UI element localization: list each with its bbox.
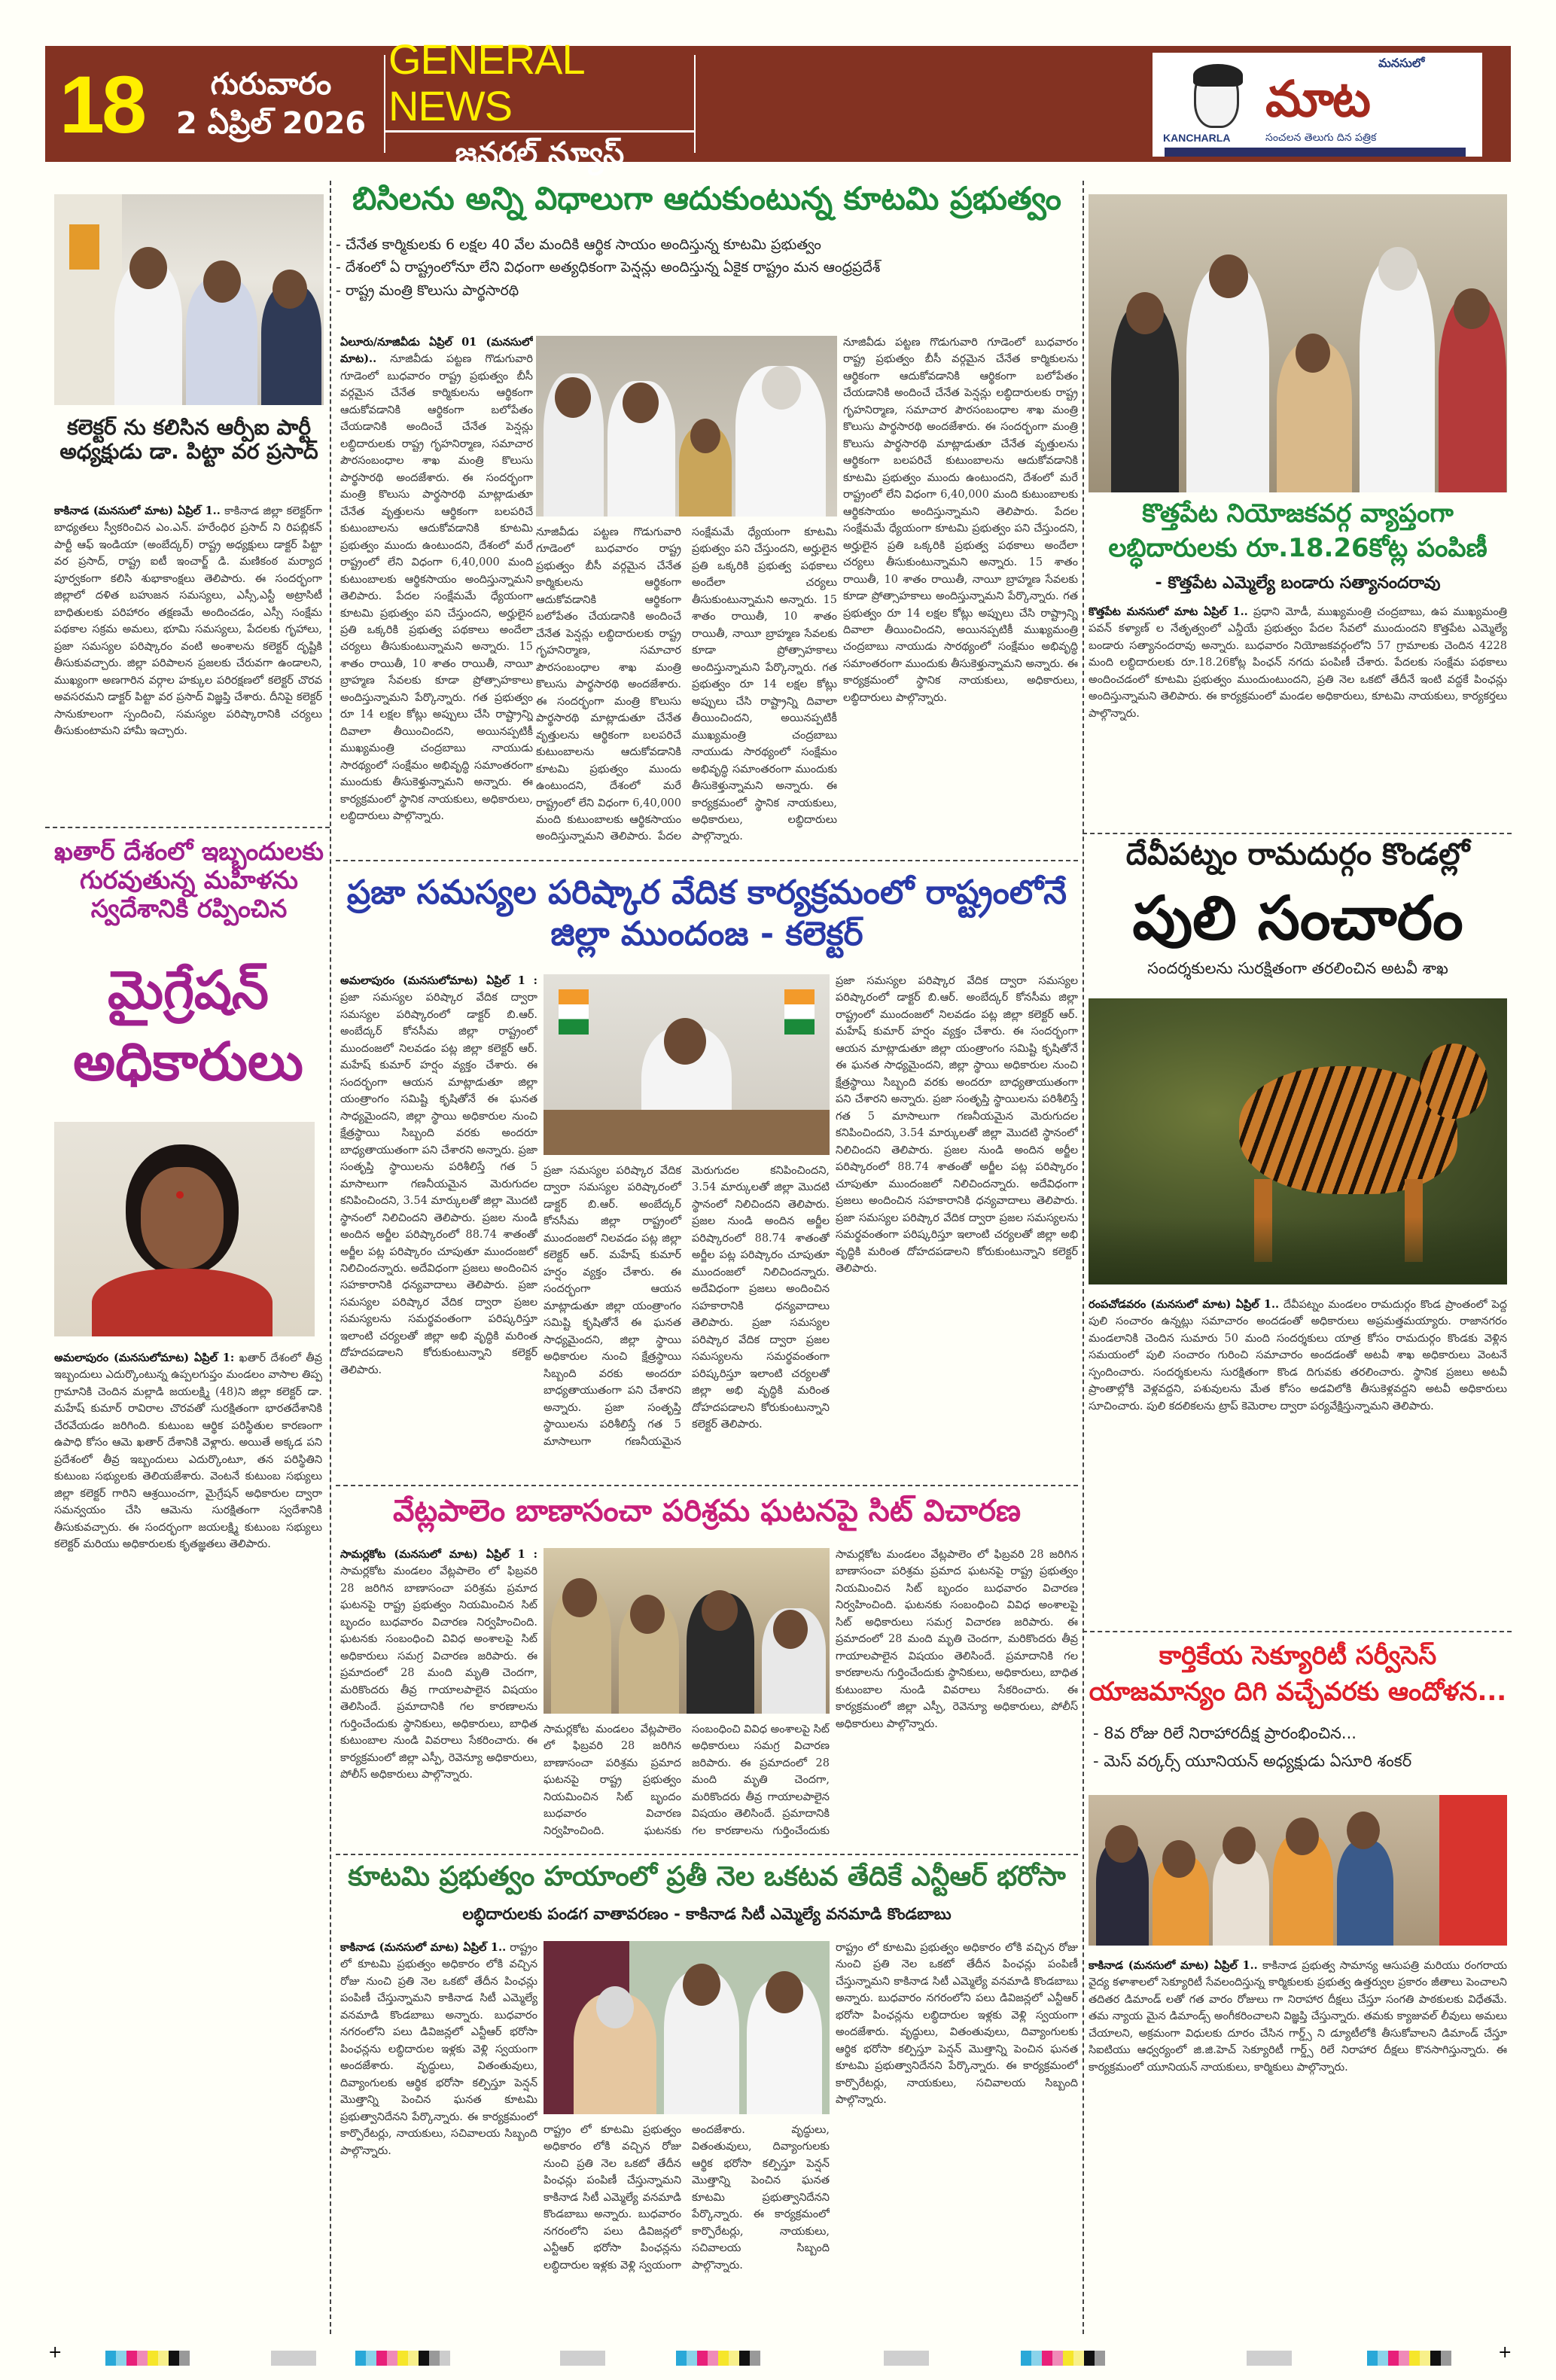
vetlapalem-body-col2: సామర్లకోట మండలం వేట్లపాలెం లో ఫిబ్రవరి 28 జరిగిన బాణాసంచా పరిశ్రమ ప్రమాద ఘటనపై రాష్ట్ర ప్రభుత్వం నియమించిన సిట్ బృందం బుధవారం విచారణ నిర్వహించింది. ఘటనకు సంబంధించి వివిధ అంశాలపై సిట్ అధికారులు సమగ్ర విచారణ జరిపారు. ఈ ప్రమాదంలో 28 మంది మృతి చెందగా, మరికొందరు తీవ్ర గాయాలపాలైన విషయం తెలిసిందే. ప్రమాదానికి గల కారణాలను గుర్తించేందుకు	[544, 1723, 830, 1837]
color-bar	[1367, 2351, 1451, 2366]
vetlapalem-text: సామర్లకోట మండలం వేట్లపాలెం లో ఫిబ్రవరి 28 జరిగిన బాణాసంచా పరిశ్రమ ప్రమాద ఘటనపై రాష్ట్ర ప్రభుత్వం నియమించిన సిట్ బృందం బుధవారం విచారణ నిర్వహించింది. ఘటనకు సంబంధించి వివిధ అంశాలపై సిట్ అధికారులు సమగ్ర విచారణ జరిపారు. ఈ ప్రమాదంలో 28 మంది మృతి చెందగా, మరికొందరు తీవ్ర గాయాలపాలైన విషయం తెలిసిందే. ప్రమాదానికి గల కారణాలను గుర్తించేందుకు స్థానికులు, అధికారులు, బాధిత కుటుంబాల నుండి వివరాలు సేకరించారు. ఈ కార్యక్రమంలో జిల్లా ఎస్పీ, రెవెన్యూ అధికారులు, పోలీస్ అధికారులు పాల్గొన్నారు.	[340, 1565, 537, 1781]
ntr-subhead: లబ్ధిదారులకు పండగ వాతావరణం - కాకినాడ సిటీ ఎమ్మెల్యే వనమాడి కొండబాబు	[462, 1905, 952, 1923]
hunger-strike-photo	[1089, 1795, 1507, 1946]
color-bar	[105, 2351, 190, 2366]
article-divider	[336, 860, 1078, 861]
tiger-dateline: రంపచోడవరం (మనసులో మాట) ఏప్రిల్ 1..	[1089, 1298, 1280, 1311]
collector-dateline: అమలాపురం (మనసులోమాట) ఏప్రిల్ 1 :	[340, 974, 537, 987]
collector-body-col3: ప్రజా సమస్యల పరిష్కార వేదిక ద్వారా సమస్యల పరిష్కారంలో డాక్టర్ బి.ఆర్. అంబేద్కర్ కోనసీమ జిల్లా రాష్ట్రంలో ముందంజలో నిలవడం పట్ల జిల్లా కలెక్టర్ ఆర్. మహేష్ కుమార్ హర్షం వ్యక్తం చేశారు. ఈ సందర్భంగా ఆయన మాట్లాడుతూ జిల్లా యంత్రాంగం సమిష్టి కృషితోనే ఈ ఘనత సాధ్యమైందని, జిల్లా స్థాయి అధికారుల నుంచి క్షేత్రస్థాయి సిబ్బంది వరకు అందరూ బాధ్యతాయుతంగా పని చేశారని అన్నారు. ప్రజా సంతృప్తి స్థాయిలను పరిశీలిస్తే గత 5 మాసాలుగా గణనీయమైన మెరుగుదల కనిపించిందని, 3.54 మార్కులతో జిల్లా మొదటి స్థానంలో నిలిచిందని తెలిపారు. ప్రజల నుండి అందిన అర్జీల పరిష్కారంలో 88.74 శాతంతో అర్జీల పట్ల పరిష్కారం చూపుతూ ముందంజలో నిలిచిందన్నారు. అదేవిధంగా ప్రజలు అందించిన సహకారానికి ధన్యవాదాలు తెలిపారు. ప్రజా సమస్యల పరిష్కార వేదిక ద్వారా ప్రజల సమస్యలను సమర్థవంతంగా పరిష్కరిస్తూ ఇలాంటి చర్యలతో జిల్లా అభి వృద్ధికి మరింత దోహదపడాలని కోరుకుంటున్నాని కలెక్టర్ తెలిపారు.	[836, 975, 1078, 1275]
tiger-kicker: దేవీపట్నం రామదుర్గం కొండల్లో	[1125, 837, 1470, 872]
security-bullets	[1093, 1720, 1507, 1777]
tiger-body	[1089, 1297, 1507, 1628]
founder-portrait-icon	[1194, 66, 1239, 128]
kothapeta-dateline: కొత్తపేట మనసులో మాట ఏప్రిల్ 1..	[1089, 605, 1248, 618]
collector-body-col1	[340, 973, 537, 1470]
weavers-body-col2: నూజివీడు పట్టణ గొడుగువారి గూడెంలో బుధవారం రాష్ట్ర ప్రభుత్వం బీసీ వర్గమైన చేనేత కార్మికులను ఆర్థికంగా ఆదుకోవడానికి ఆర్థికంగా బలోపేతం చేయడానికి అందించే చేనేత పెన్షన్లు లబ్ధిదారులకు రాష్ట్ర గృహనిర్మాణ, సమాచార పౌరసంబంధాల శాఖ మంత్రి కొలుసు పార్థసారథి అందజేశారు. ఈ సందర్భంగా మంత్రి కొలుసు పార్థసారథి మాట్లాడుతూ చేనేత వృత్తులను ఆర్థికంగా బలపరిచే కుటుంబాలను ఆదుకోవడానికి కూటమి ప్రభుత్వం ముందు ఉంటుందని, దేశంలో మరే రాష్ట్రంలో లేని విధంగా 6,40,000 మంది కుటుంబాలకు ఆర్థికసాయం అందిస్తున్నామని తెలిపారు. పేదల సంక్షేమమే ధ్యేయంగా కూటమి ప్రభుత్వం పని చేస్తుందని, అర్హులైన ప్రతి ఒక్కరికి ప్రభుత్వ పథకాలు అందేలా చర్యలు తీసుకుంటున్నామని అన్నారు. 15 శాతం రాయితీ, 10 శాతం రాయితీ, నాయీ బ్రాహ్మణ సేవలకు కూడా ప్రోత్సాహకాలు అందిస్తున్నామని పేర్కొన్నారు. గత ప్రభుత్వం రూ 14 లక్షల కోట్లు అప్పులు చేసి రాష్ట్రాన్ని దివాలా తీయించిందని, అయినప్పటికీ ముఖ్యమంత్రి చంద్రబాబు నాయుడు సారథ్యంలో సంక్షేమం అభివృద్ధి సమాంతరంగా ముందుకు తీసుకెళ్తున్నామని అన్నారు. ఈ కార్యక్రమంలో స్థానిక నాయకులు, అధికారులు, లబ్ధిదారులు పాల్గొన్నారు.	[536, 526, 837, 843]
kothapeta-text: ప్రధాని మోడీ, ముఖ్యమంత్రి చంద్రబాబు, ఉప ముఖ్యమంత్రి పవన్ కళ్యాణ్ ల నేతృత్వంలో ఎన్డీయే ప్రభుత్వం పేదల సేవలో ముందుందని కొత్తపేట ఎమ్మెల్యే బండారు సత్యానందరావు అన్నారు. బుధవారం నియోజకవర్గంలోని 57 గ్రామాలకు చెందిన 4228 మంది లబ్ధిదారులకు రూ.18.26కోట్ల పింఛన్ నగదు పంపిణీ చేశారు. పేదలకు సంక్షేమ పథకాలు అందించడంలో కూటమి ప్రభుత్వం ముందుంటుందని, ప్రతి నెల ఒకటో తేదీనే ఇంటి వద్దకే పింఛన్లు అందిస్తున్నామని తెలిపారు. ఈ కార్యక్రమంలో మండల అధికారులు, కూటమి నాయకులు, కార్యకర్తలు పాల్గొన్నారు.	[1089, 606, 1507, 720]
section-title-te: జనరల్ న్యూస్	[455, 136, 625, 172]
section-title-en: GENERAL NEWS	[385, 36, 694, 133]
color-bar	[355, 2351, 450, 2366]
migration-kicker: ఖతార్ దేశంలో ఇబ్బందులకు గురవుతున్న మహిళను స్వదేశానికి రప్పించిన	[54, 837, 324, 923]
ntr-body-col3: రాష్ట్రం లో కూటమి ప్రభుత్వం అధికారం లోకి వచ్చిన రోజు నుంచి ప్రతి నెల ఒకటో తేదీన పింఛన్లు పంపిణీ చేస్తున్నామని కాకినాడ సిటీ ఎమ్మెల్యే వనమాడి కొండబాబు అన్నారు. బుధవారం నగరంలోని పలు డివిజన్లలో ఎన్టీఆర్ భరోసా పింఛన్లను లబ్ధిదారుల ఇళ్లకు వెళ్లి స్వయంగా అందజేశారు. వృద్ధులు, వితంతువులు, దివ్యాంగులకు ఆర్థిక భరోసా కల్పిస్తూ పెన్షన్ మొత్తాన్ని పెంచిన ఘనత కూటమి ప్రభుత్వానిదేనని పేర్కొన్నారు. ఈ కార్యక్రమంలో కార్పొరేటర్లు, నాయకులు, సచివాలయ సిబ్బంది పాల్గొన్నారు.	[836, 1942, 1078, 2107]
date: 2 ఏప్రిల్ 2026	[175, 106, 367, 141]
vetlapalem-dateline: సామర్లకోట (మనసులో మాట) ఏప్రిల్ 1 :	[340, 1548, 537, 1561]
gray-patch	[1247, 2351, 1292, 2366]
logo-bar	[1165, 148, 1466, 157]
column-divider	[1083, 181, 1084, 2334]
weavers-bullet: - చేనేత కార్మికులకు 6 లక్షల 40 వేల మందికి ఆర్థిక సాయం అందిస్తున్న కూటమి ప్రభుత్వం	[336, 236, 821, 253]
color-bar	[676, 2351, 760, 2366]
article-divider	[336, 1485, 1078, 1486]
article-divider	[336, 1854, 1078, 1855]
security-dateline: కాకినాడ (మనసులో మాట) ఏప్రిల్ 1..	[1089, 1959, 1258, 1972]
security-bullet: - 8వ రోజు రిలే నిరాహారదీక్ష ప్రారంభించిన...	[1093, 1724, 1357, 1742]
ntr-headline: కూటమి ప్రభుత్వం హయాంలో ప్రతీ నెల ఒకటవ తేదికే ఎన్టీఆర్ భరోసా	[348, 1861, 1066, 1892]
collector-body-col2: ప్రజా సమస్యల పరిష్కార వేదిక ద్వారా సమస్యల పరిష్కారంలో డాక్టర్ బి.ఆర్. అంబేద్కర్ కోనసీమ జిల్లా రాష్ట్రంలో ముందంజలో నిలవడం పట్ల జిల్లా కలెక్టర్ ఆర్. మహేష్ కుమార్ హర్షం వ్యక్తం చేశారు. ఈ సందర్భంగా ఆయన మాట్లాడుతూ జిల్లా యంత్రాంగం సమిష్టి కృషితోనే ఈ ఘనత సాధ్యమైందని, జిల్లా స్థాయి అధికారుల నుంచి క్షేత్రస్థాయి సిబ్బంది వరకు అందరూ బాధ్యతాయుతంగా పని చేశారని అన్నారు. ప్రజా సంతృప్తి స్థాయిలను పరిశీలిస్తే గత 5 మాసాలుగా గణనీయమైన మెరుగుదల కనిపించిందని, 3.54 మార్కులతో జిల్లా మొదటి స్థానంలో నిలిచిందని తెలిపారు. ప్రజల నుండి అందిన అర్జీల పరిష్కారంలో 88.74 శాతంతో అర్జీల పట్ల పరిష్కారం చూపుతూ ముందంజలో నిలిచిందన్నారు. అదేవిధంగా ప్రజలు అందించిన సహకారానికి ధన్యవాదాలు తెలిపారు. ప్రజా సమస్యల పరిష్కార వేదిక ద్వారా ప్రజల సమస్యలను సమర్థవంతంగా పరిష్కరిస్తూ ఇలాంటి చర్యలతో జిల్లా అభి వృద్ధికి మరింత దోహదపడాలని కోరుకుంటున్నాని కలెక్టర్ తెలిపారు.	[544, 1165, 830, 1448]
weavers-bullet: - దేశంలో ఏ రాష్ట్రంలోనూ లేని విధంగా అత్యధికంగా పెన్షన్లు అందిస్తున్న ఏకైక రాష్ట్రం మన ఆంధ్రప్రదేశ్	[336, 259, 881, 276]
tiger-subhead: సందర్శకులను సురక్షితంగా తరలించిన అటవీ శాఖ	[1147, 959, 1448, 977]
section-title	[385, 35, 694, 172]
color-bar	[1021, 2351, 1105, 2366]
security-bullet: - మెస్ వర్కర్స్ యూనియన్ అధ్యక్షుడు ఏసూరి శంకర్	[1093, 1751, 1412, 1770]
ntr-body-col2: రాష్ట్రం లో కూటమి ప్రభుత్వం అధికారం లోకి వచ్చిన రోజు నుంచి ప్రతి నెల ఒకటో తేదీన పింఛన్లు పంపిణీ చేస్తున్నామని కాకినాడ సిటీ ఎమ్మెల్యే వనమాడి కొండబాబు అన్నారు. బుధవారం నగరంలోని పలు డివిజన్లలో ఎన్టీఆర్ భరోసా పింఛన్లను లబ్ధిదారుల ఇళ్లకు వెళ్లి స్వయంగా అందజేశారు. వృద్ధులు, వితంతువులు, దివ్యాంగులకు ఆర్థిక భరోసా కల్పిస్తూ పెన్షన్ మొత్తాన్ని పెంచిన ఘనత కూటమి ప్రభుత్వానిదేనని పేర్కొన్నారు. ఈ కార్యక్రమంలో కార్పొరేటర్లు, నాయకులు, సచివాలయ సిబ్బంది పాల్గొన్నారు.	[544, 2124, 830, 2272]
tiger-text: దేవీపట్నం మండలం రామదుర్గం కొండ ప్రాంతంలో పెద్ద పులి సంచారం ఉన్నట్లు సమాచారం అందడంతో అధికారులు అప్రమత్తమయ్యారు. రాజానగరం మండలానికి చెందిన సుమారు 50 మంది సందర్శకులు యాత్ర కోసం రామదుర్గం కొండకు వెళ్లిన సమయంలో పులి సంచారం గురించి సమాచారం అందడంతో అటవీ శాఖ అధికారులు వెంటనే స్పందించారు. సందర్శకులను సురక్షితంగా కొండ దిగువకు తరలించారు. స్థానిక ప్రజలు అటవీ ప్రాంతాల్లోకి వెళ్లవద్దని, పశువులను మేత కోసం అడవిలోకి తీసుకెళ్లవద్దని అటవీ అధికారులు సూచించారు. పులి కదలికలను ట్రాప్ కెమెరాల ద్వారా పర్యవేక్షిస్తున్నామని తెలిపారు.	[1089, 1299, 1507, 1412]
security-text: కాకినాడ ప్రభుత్వ సామాన్య ఆసుపత్రి మరియు రంగరాయ వైద్య కళాశాలలో సెక్యూరిటీ సేవలందిస్తున్న కార్మికులకు ప్రభుత్వ ఉత్తర్వుల ప్రకారం జీతాలు పెంచాలని తదితర డిమాండ్ లతో గత వారం రోజులు గా నిరాహార దీక్షలు చేస్తూ సంగతి పాఠకులకు విధేతమే. తమ న్యాయ మైన డిమాండ్స్ అంగీకరించాలని విజ్ఞప్తి చేస్తున్నారు. తమకు క్యాజువల్ లీవులు అమలు చేయాలని, అక్రమంగా విధులకు దూరం చేసిన గార్డ్స్ ని డ్యూటీలోకి తీసుకోవాలని డిమాండ్ చేస్తూ సిఐటియు ఆధ్వర్యంలో జి.జి.హెచ్ సెక్యూరిటీ గార్డ్స్ రిలే నిరాహార దీక్షలు కొనసాగిస్తున్నారు. ఈ కార్యక్రమంలో యూనియన్ నాయకులు, కార్మికులు పాల్గొన్నారు.	[1089, 1960, 1507, 2074]
column-divider	[330, 181, 331, 2334]
tiger-photo	[1089, 998, 1507, 1284]
rpi-dateline: కాకినాడ (మనసులో మాట) ఏప్రిల్ 1..	[54, 504, 221, 517]
weekday: గురువారం	[210, 67, 332, 102]
logo-tagline: సంచలన తెలుగు దిన పత్రిక	[1265, 132, 1377, 144]
registration-mark: +	[48, 2343, 62, 2362]
weavers-dateline: ఏలూరు/నూజివీడు ఏప్రిల్ 01 (మనసులో మాట)..	[340, 336, 533, 366]
kothapeta-photo	[1089, 194, 1507, 492]
ntr-body-col1	[340, 1940, 537, 2331]
migration-body	[54, 1350, 322, 2321]
ntr-text: రాష్ట్రం లో కూటమి ప్రభుత్వం అధికారం లోకి వచ్చిన రోజు నుంచి ప్రతి నెల ఒకటో తేదీన పింఛన్లు పంపిణీ చేస్తున్నామని కాకినాడ సిటీ ఎమ్మెల్యే వనమాడి కొండబాబు అన్నారు. బుధవారం నగరంలోని పలు డివిజన్లలో ఎన్టీఆర్ భరోసా పింఛన్లను లబ్ధిదారుల ఇళ్లకు వెళ్లి స్వయంగా అందజేశారు. వృద్ధులు, వితంతువులు, దివ్యాంగులకు ఆర్థిక భరోసా కల్పిస్తూ పెన్షన్ మొత్తాన్ని పెంచిన ఘనత కూటమి ప్రభుత్వానిదేనని పేర్కొన్నారు. ఈ కార్యక్రమంలో కార్పొరేటర్లు, నాయకులు, సచివాలయ సిబ్బంది పాల్గొన్నారు.	[340, 1942, 537, 2157]
tiger-headline: పులి సంచారం	[1132, 883, 1463, 953]
logo-brand: KANCHARLA	[1163, 132, 1231, 144]
article-divider	[45, 827, 330, 828]
vetlapalem-body-col3: సామర్లకోట మండలం వేట్లపాలెం లో ఫిబ్రవరి 28 జరిగిన బాణాసంచా పరిశ్రమ ప్రమాద ఘటనపై రాష్ట్ర ప్రభుత్వం నియమించిన సిట్ బృందం బుధవారం విచారణ నిర్వహించింది. ఘటనకు సంబంధించి వివిధ అంశాలపై సిట్ అధికారులు సమగ్ర విచారణ జరిపారు. ఈ ప్రమాదంలో 28 మంది మృతి చెందగా, మరికొందరు తీవ్ర గాయాలపాలైన విషయం తెలిసిందే. ప్రమాదానికి గల కారణాలను గుర్తించేందుకు స్థానికులు, అధికారులు, బాధిత కుటుంబాల నుండి వివరాలు సేకరించారు. ఈ కార్యక్రమంలో జిల్లా ఎస్పీ, రెవెన్యూ అధికారులు, పోలీస్ అధికారులు పాల్గొన్నారు.	[836, 1549, 1078, 1730]
article-divider	[1083, 833, 1512, 834]
weavers-body-col3: నూజివీడు పట్టణ గొడుగువారి గూడెంలో బుధవారం రాష్ట్ర ప్రభుత్వం బీసీ వర్గమైన చేనేత కార్మికులను ఆర్థికంగా ఆదుకోవడానికి ఆర్థికంగా బలోపేతం చేయడానికి అందించే చేనేత పెన్షన్లు లబ్ధిదారులకు రాష్ట్ర గృహనిర్మాణ, సమాచార పౌరసంబంధాల శాఖ మంత్రి కొలుసు పార్థసారథి అందజేశారు. ఈ సందర్భంగా మంత్రి కొలుసు పార్థసారథి మాట్లాడుతూ చేనేత వృత్తులను ఆర్థికంగా బలపరిచే కుటుంబాలను ఆదుకోవడానికి కూటమి ప్రభుత్వం ముందు ఉంటుందని, దేశంలో మరే రాష్ట్రంలో లేని విధంగా 6,40,000 మంది కుటుంబాలకు ఆర్థికసాయం అందిస్తున్నామని తెలిపారు. పేదల సంక్షేమమే ధ్యేయంగా కూటమి ప్రభుత్వం పని చేస్తుందని, అర్హులైన ప్రతి ఒక్కరికి ప్రభుత్వ పథకాలు అందేలా చర్యలు తీసుకుంటున్నామని అన్నారు. 15 శాతం రాయితీ, 10 శాతం రాయితీ, నాయీ బ్రాహ్మణ సేవలకు కూడా ప్రోత్సాహకాలు అందిస్తున్నామని పేర్కొన్నారు. గత ప్రభుత్వం రూ 14 లక్షల కోట్లు అప్పులు చేసి రాష్ట్రాన్ని దివాలా తీయించిందని, అయినప్పటికీ ముఖ్యమంత్రి చంద్రబాబు నాయుడు సారథ్యంలో సంక్షేమం అభివృద్ధి సమాంతరంగా ముందుకు తీసుకెళ్తున్నామని అన్నారు. ఈ కార్యక్రమంలో స్థానిక నాయకులు, అధికారులు, లబ్ధిదారులు పాల్గొన్నారు.	[843, 337, 1078, 704]
weavers-bullets	[336, 233, 1078, 324]
masthead	[45, 35, 1511, 172]
security-body	[1089, 1958, 1507, 2331]
kothapeta-headline: కొత్తపేట నియోజకవర్గ వ్యాప్తంగా లబ్ధిదారులకు రూ.18.26కోట్ల పంపిణీ	[1108, 498, 1487, 563]
ntr-dateline: కాకినాడ (మనసులో మాట) ఏప్రిల్ 1..	[340, 1941, 507, 1954]
kothapeta-body	[1089, 604, 1507, 830]
collector-photo	[544, 974, 830, 1155]
rpi-text: కాకినాడ జిల్లా కలెక్టర్‌గా బాధ్యతలు స్వీకరించిన ఎం.ఎన్. హరేంధిర ప్రసాద్ ని రిపబ్లికన్ పార్టీ ఆఫ్ ఇండియా (అంబేద్కర్) రాష్ట్ర అధ్యక్షులు డాక్టర్ పిట్టా వర ప్రసాద్, రాష్ట్ర ఐటీ ఇంచార్జ్ డి. మణికంఠ మర్యాద పూర్వకంగా కలిసి శుభాకాంక్షలు తెలిపారు. ఈ సందర్భంగా జిల్లాలో దళిత బహుజన సమస్యలు, ఎస్సీ,ఎస్టీ అట్రాసిటీ బాధితులకు పరిహారం తక్షణమే అందించడం, ఎస్సీ సంక్షేమ పథకాల సక్రమ అమలు, భూమి సమస్యలు, పేదలకు గృహాలు, ప్రజా సమస్యల పరిష్కారం వంటి అంశాలను కలెక్టర్ దృష్టికి తీసుకువచ్చారు. జిల్లా పరిపాలన ప్రజలకు చేరువగా ఉండాలని, ముఖ్యంగా అణగారిన వర్గాల హక్కుల పరిరక్షణలో కలెక్టర్ చొరవ అవసరమని డాక్టర్ పిట్టా వర ప్రసాద్ విజ్ఞప్తి చేశారు. దీనిపై కలెక్టర్ సానుకూలంగా స్పందించి, సమస్యల పరిష్కారానికి చర్యలు తీసుకుంటామని హామీ ఇచ్చారు.	[54, 505, 322, 738]
collector-headline: ప్రజా సమస్యల పరిష్కార వేదిక కార్యక్రమంలో రాష్ట్రంలోనే జిల్లా ముందంజ - కలెక్టర్	[346, 873, 1067, 953]
weavers-bullet: - రాష్ట్ర మంత్రి కొలుసు పార్థసారథి	[336, 282, 519, 299]
article-divider	[1083, 1631, 1512, 1632]
vetlapalem-headline: వేట్లపాలెం బాణాసంచా పరిశ్రమ ఘటనపై సిట్ విచారణ	[392, 1494, 1022, 1528]
sit-inquiry-photo	[544, 1548, 830, 1714]
vetlapalem-body-col1	[340, 1547, 537, 1848]
newspaper-logo	[1153, 53, 1482, 157]
weavers-photo	[536, 336, 837, 517]
date-block	[158, 46, 384, 162]
migration-headline: మైగ్రేషన్ అధికారులు	[73, 959, 303, 1092]
gray-patch	[271, 2351, 316, 2366]
logo-small-text: మనసులో	[1378, 56, 1425, 70]
collector-text: ప్రజా సమస్యల పరిష్కార వేదిక ద్వారా సమస్యల పరిష్కారంలో డాక్టర్ బి.ఆర్. అంబేద్కర్ కోనసీమ జిల్లా రాష్ట్రంలో ముందంజలో నిలవడం పట్ల జిల్లా కలెక్టర్ ఆర్. మహేష్ కుమార్ హర్షం వ్యక్తం చేశారు. ఈ సందర్భంగా ఆయన మాట్లాడుతూ జిల్లా యంత్రాంగం సమిష్టి కృషితోనే ఈ ఘనత సాధ్యమైందని, జిల్లా స్థాయి అధికారుల నుంచి క్షేత్రస్థాయి సిబ్బంది వరకు అందరూ బాధ్యతాయుతంగా పని చేశారని అన్నారు. ప్రజా సంతృప్తి స్థాయిలను పరిశీలిస్తే గత 5 మాసాలుగా గణనీయమైన మెరుగుదల కనిపించిందని, 3.54 మార్కులతో జిల్లా మొదటి స్థానంలో నిలిచిందని తెలిపారు. ప్రజల నుండి అందిన అర్జీల పరిష్కారంలో 88.74 శాతంతో అర్జీల పట్ల పరిష్కారం చూపుతూ ముందంజలో నిలిచిందన్నారు. అదేవిధంగా ప్రజలు అందించిన సహకారానికి ధన్యవాదాలు తెలిపారు. ప్రజా సమస్యల పరిష్కార వేదిక ద్వారా ప్రజల సమస్యలను సమర్థవంతంగా పరిష్కరిస్తూ ఇలాంటి చర్యలతో జిల్లా అభి వృద్ధికి మరింత దోహదపడాలని కోరుకుంటున్నాని కలెక్టర్ తెలిపారు.	[340, 992, 537, 1376]
logo-main-text: మాట	[1265, 70, 1369, 128]
rpi-headline: కలెక్టర్ ను కలిసిన ఆర్పీఐ పార్టీ అధ్యక్షుడు డా. పిట్టా వర ప్రసాద్	[59, 416, 318, 465]
migration-text: ఖతార్ దేశంలో తీవ్ర ఇబ్బందులు ఎదుర్కొంటున్న ఉప్పలగుప్తం మండలం వాసాల తిప్ప గ్రామానికి చెందిన మల్లాడి జయలక్ష్మి (48)ని జిల్లా కలెక్టర్ డా. మహేష్ కుమార్ రావిరాల చొరవతో సురక్షితంగా భారతదేశానికి చేరవేయడం జరిగింది. కుటుంబ ఆర్థిక పరిస్థితుల కారణంగా ఉపాధి కోసం ఆమె ఖతార్ దేశానికి వెళ్లారు. అయితే అక్కడ పని ప్రదేశంలో తీవ్ర ఇబ్బందులు ఎదుర్కొంటూ, తన పరిస్థితిని కుటుంబ సభ్యులకు తెలియజేశారు. వెంటనే కుటుంబ సభ్యులు జిల్లా కలెక్టర్ గారిని ఆశ్రయించగా, మైగ్రేషన్ అధికారుల ద్వారా సమన్వయం చేసి ఆమెను సురక్షితంగా స్వదేశానికి తీసుకువచ్చారు. ఈ సందర్భంగా జయలక్ష్మి కుటుంబ సభ్యులు కలెక్టర్ మరియు అధికారులకు కృతజ్ఞతలు తెలిపారు.	[54, 1352, 322, 1551]
ntr-pension-photo	[544, 1941, 830, 2114]
jayalakshmi-photo	[54, 1122, 315, 1336]
registration-mark: +	[1498, 2343, 1512, 2362]
migration-dateline: అమలాపురం (మనసులోమాట) ఏప్రిల్ 1:	[54, 1352, 235, 1364]
rpi-body	[54, 503, 322, 812]
weavers-body-col1	[340, 334, 533, 854]
kothapeta-subhead: - కొత్తపేట ఎమ్మెల్యే బండారు సత్యానందరావు	[1155, 574, 1441, 593]
gray-patch	[884, 2351, 929, 2366]
weavers-text: నూజివీడు పట్టణ గొడుగువారి గూడెంలో బుధవారం రాష్ట్ర ప్రభుత్వం బీసీ వర్గమైన చేనేత కార్మికులను ఆర్థికంగా ఆదుకోవడానికి ఆర్థికంగా బలోపేతం చేయడానికి అందించే చేనేత పెన్షన్లు లబ్ధిదారులకు రాష్ట్ర గృహనిర్మాణ, సమాచార పౌరసంబంధాల శాఖ మంత్రి కొలుసు పార్థసారథి అందజేశారు. ఈ సందర్భంగా మంత్రి కొలుసు పార్థసారథి మాట్లాడుతూ చేనేత వృత్తులను ఆర్థికంగా బలపరిచే కుటుంబాలను ఆదుకోవడానికి కూటమి ప్రభుత్వం ముందు ఉంటుందని, దేశంలో మరే రాష్ట్రంలో లేని విధంగా 6,40,000 మంది కుటుంబాలకు ఆర్థికసాయం అందిస్తున్నామని తెలిపారు. పేదల సంక్షేమమే ధ్యేయంగా కూటమి ప్రభుత్వం పని చేస్తుందని, అర్హులైన ప్రతి ఒక్కరికి ప్రభుత్వ పథకాలు అందేలా చర్యలు తీసుకుంటున్నామని అన్నారు. 15 శాతం రాయితీ, 10 శాతం రాయితీ, నాయీ బ్రాహ్మణ సేవలకు కూడా ప్రోత్సాహకాలు అందిస్తున్నామని పేర్కొన్నారు. గత ప్రభుత్వం రూ 14 లక్షల కోట్లు అప్పులు చేసి రాష్ట్రాన్ని దివాలా తీయించిందని, అయినప్పటికీ ముఖ్యమంత్రి చంద్రబాబు నాయుడు సారథ్యంలో సంక్షేమం అభివృద్ధి సమాంతరంగా ముందుకు తీసుకెళ్తున్నామని అన్నారు. ఈ కార్యక్రమంలో స్థానిక నాయకులు, అధికారులు, లబ్ధిదారులు పాల్గొన్నారు.	[340, 353, 533, 823]
gray-patch	[560, 2351, 605, 2366]
page-number: 18	[59, 58, 145, 150]
security-headline: కార్తికేయ సెక్యూరిటీ సర్వీసెస్ యాజమాన్యం దిగి వచ్చేవరకు ఆందోళన...	[1089, 1641, 1507, 1707]
weavers-headline: బిసిలను అన్ని విధాలుగా ఆదుకుంటున్న కూటమి ప్రభుత్వం	[352, 181, 1061, 217]
rpi-photo	[54, 194, 324, 405]
